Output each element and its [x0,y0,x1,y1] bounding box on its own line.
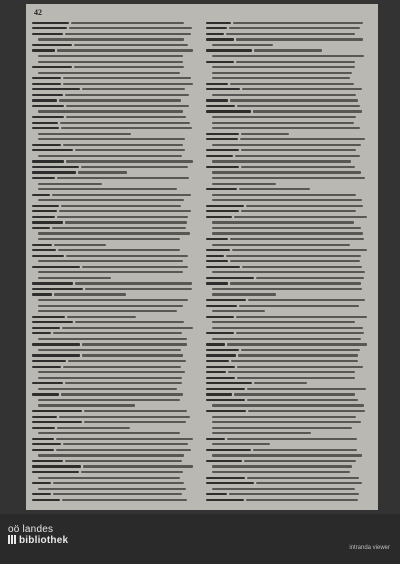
text-line-body [212,327,363,329]
text-line-head [206,499,244,501]
text-line-body [241,166,355,168]
text-line-body [38,72,180,74]
text-line-head [32,177,55,179]
text-line-head [32,465,81,467]
text-line-head [206,210,239,212]
text-line-body [38,371,185,373]
text-line-body [63,83,193,85]
text-line-body [38,138,185,140]
text-line-body [81,166,188,168]
text-line-body [66,105,189,107]
text-line-body [212,221,354,223]
text-line-body [38,299,188,301]
text-line-head [206,188,237,190]
text-line-body [230,260,360,262]
scanned-page [26,4,378,510]
text-line-body [247,388,366,390]
text-line-body [81,471,183,473]
text-line-head [32,33,63,35]
text-line-body [67,316,136,318]
text-line-head [206,49,252,51]
text-line-body [212,416,356,418]
text-line-body [38,238,180,240]
text-line-head [206,299,246,301]
text-line-body [85,288,192,290]
text-line-body [38,338,187,340]
text-line-body [238,354,358,356]
text-line-head [32,194,50,196]
text-line-body [61,205,181,207]
text-line-body [212,471,350,473]
text-line-body [247,399,358,401]
text-line-body [83,465,193,467]
text-line-body [239,305,359,307]
text-line-body [212,122,354,124]
text-line-head [32,354,80,356]
text-line-head [206,349,239,351]
text-line-head [206,388,245,390]
text-line-head [206,133,239,135]
text-line-head [32,171,76,173]
text-line-body [212,44,273,46]
text-line-head [206,238,228,240]
text-line-body [227,343,367,345]
page-number: 42 [34,8,42,17]
text-line-body [212,465,352,467]
text-line-body [212,338,361,340]
text-line-head [206,88,240,90]
text-line-body [212,160,351,162]
text-line-head [32,149,73,151]
text-line-head [32,316,65,318]
text-line-head [206,166,239,168]
text-line-body [60,122,190,124]
text-line-body [254,49,322,51]
text-line-body [234,393,355,395]
text-line-body [256,482,362,484]
text-line-body [63,77,191,79]
text-line-body [212,227,361,229]
text-line-head [206,105,235,107]
text-line-body [56,449,191,451]
text-line-head [206,282,228,284]
text-line-body [212,454,362,456]
text-line-head [206,266,240,268]
text-line-head [32,382,63,384]
text-line-body [212,443,270,445]
text-line-body [59,99,181,101]
text-line-body [230,282,361,284]
text-line-body [84,410,187,412]
text-line-body [256,277,364,279]
logo-line-1: oö landes [8,524,54,535]
text-line-head [32,22,69,24]
text-line-body [228,371,355,373]
text-line-head [32,343,80,345]
text-line-body [38,404,135,406]
text-line-body [82,88,185,90]
text-line-head [32,255,64,257]
text-line-body [230,238,364,240]
text-line-body [246,499,358,501]
text-line-head [32,116,64,118]
logo-line-2 [8,535,78,546]
text-line-body [253,449,357,451]
text-line-body [57,49,193,51]
text-line-body [212,199,362,201]
text-line-body [237,377,355,379]
text-line-body [66,116,186,118]
text-line-body [38,188,177,190]
text-line-head [32,449,54,451]
text-line-body [236,316,367,318]
text-line-body [212,321,355,323]
text-line-body [38,432,180,434]
text-line-body [53,332,182,334]
text-line-body [38,199,184,201]
logo-bars-icon [8,535,16,544]
text-line-body [212,244,350,246]
text-line-head [206,83,228,85]
text-line-body [241,210,356,212]
logo-line-2-text: bibliothek [19,535,69,546]
text-line-head [206,260,228,262]
text-line-head [206,138,238,140]
text-line-head [206,377,235,379]
text-line-body [38,377,182,379]
text-line-body [53,482,184,484]
text-line-head [206,477,245,479]
text-line-head [32,321,73,323]
text-line-body [65,382,182,384]
text-line-head [32,327,60,329]
text-line-body [65,94,189,96]
text-line-head [32,421,82,423]
text-line-head [206,255,224,257]
text-line-head [32,44,72,46]
text-line-body [62,327,193,329]
text-line-body [246,205,363,207]
text-line-body [38,399,180,401]
text-line-head [32,227,50,229]
text-line-body [212,232,363,234]
text-line-body [236,38,363,40]
text-line-head [206,482,254,484]
text-line-head [32,360,66,362]
text-line-head [32,499,60,501]
text-line-body [212,72,352,74]
text-line-body [248,410,365,412]
text-line-head [32,438,54,440]
text-line-head [32,332,51,334]
text-line-body [75,149,185,151]
text-line-body [65,221,187,223]
text-line-body [253,110,362,112]
text-line-body [71,22,184,24]
text-line-head [32,482,51,484]
text-line-body [212,421,361,423]
text-line-body [78,171,127,173]
text-line-head [32,210,57,212]
text-line-head [206,460,242,462]
text-line-body [212,77,350,79]
text-line-head [32,460,63,462]
text-line-head [32,393,59,395]
text-line-body [242,266,362,268]
text-line-head [206,410,246,412]
text-line-body [212,144,361,146]
text-line-body [38,488,186,490]
text-line-head [206,99,228,101]
text-line-body [212,171,361,173]
text-line-body [74,66,184,68]
text-line-body [63,144,183,146]
text-line-body [233,22,363,24]
text-line-body [226,255,361,257]
text-line-body [38,305,183,307]
text-line-body [74,44,188,46]
text-line-head [32,205,59,207]
text-line-head [32,166,79,168]
text-line-body [229,493,359,495]
text-line-body [212,432,311,434]
text-line-body [254,382,307,384]
text-line-body [75,321,184,323]
text-line-body [62,499,187,501]
text-line-body [229,27,360,29]
text-line-body [212,404,364,406]
text-line-head [206,33,224,35]
text-line [32,497,200,503]
text-line-body [59,210,191,212]
text-line-body [230,83,354,85]
text-line-head [206,393,232,395]
text-line-head [32,471,79,473]
text-line-body [240,138,365,140]
text-line-body [212,183,276,185]
text-line-head [32,282,73,284]
text-line-head [32,427,55,429]
text-line-body [237,105,360,107]
text-line-body [234,216,367,218]
library-logo[interactable] [8,524,78,560]
text-line-head [206,449,251,451]
text-line-body [38,38,184,40]
text-line-body [58,249,180,251]
text-line-head [206,438,225,440]
text-line-body [69,27,192,29]
text-line-body [230,99,358,101]
text-line-body [242,88,362,90]
text-line-head [206,149,239,151]
text-line-body [38,271,183,273]
text-line-head [206,61,234,63]
text-line-head [32,144,61,146]
text-line-body [231,360,358,362]
text-line-head [32,416,57,418]
text-line-body [57,216,188,218]
text-line-body [66,160,193,162]
text-line-head [32,293,52,295]
text-line-body [38,310,177,312]
text-line-head [206,399,245,401]
text-line-body [227,438,357,440]
text-line-head [32,443,61,445]
text-line-head [206,493,227,495]
text-line-head [206,332,234,334]
text-line-body [212,293,276,295]
text-line-head [32,216,55,218]
text-line-body [61,393,183,395]
text-line-head [32,221,63,223]
text-line-body [212,288,362,290]
text-line-body [84,421,186,423]
text-line-body [38,454,184,456]
text-line-body [59,416,190,418]
text-line-body [212,177,365,179]
text-column-left [32,20,200,508]
text-line-head [32,122,58,124]
text-line-body [235,155,360,157]
text-line-head [206,366,235,368]
text-line-head [32,366,61,368]
text-line-body [53,493,182,495]
text-line [206,497,374,503]
text-line-body [63,443,188,445]
text-line-body [38,277,111,279]
text-line-body [38,110,183,112]
text-line-head [206,155,233,157]
text-line-head [206,360,229,362]
text-line-body [212,271,365,273]
text-line-body [248,299,365,301]
text-line-head [32,105,64,107]
text-line-head [206,27,227,29]
text-line-body [38,155,182,157]
text-line-body [247,477,359,479]
text-line-body [212,194,356,196]
text-line-head [32,94,63,96]
text-line-head [206,316,234,318]
text-line-body [212,127,360,129]
text-line-body [66,255,188,257]
text-line-head [32,288,83,290]
text-line-head [32,127,59,129]
text-line-body [226,33,355,35]
text-line-body [75,282,192,284]
text-line-body [212,427,352,429]
text-line-body [65,33,191,35]
text-line-head [206,343,225,345]
text-line-body [61,127,192,129]
text-line-body [68,360,186,362]
text-line-body [54,244,106,246]
text-line-head [206,305,237,307]
text-line-head [32,66,72,68]
text-line-body [52,194,191,196]
text-line-head [32,266,80,268]
text-line-body [38,55,183,57]
text-line-body [63,366,181,368]
text-line-body [232,249,367,251]
text-line-head [32,83,61,85]
text-line-head [206,249,230,251]
text-line-body [52,227,186,229]
text-line-head [206,22,231,24]
text-line-head [206,38,234,40]
text-line-body [38,183,102,185]
text-line-body [38,349,181,351]
text-line-body [38,260,183,262]
text-line-head [32,493,51,495]
text-line-body [57,427,130,429]
text-line-head [206,371,226,373]
text-line-head [32,77,61,79]
text-line-body [241,149,356,151]
text-column-right [206,20,374,508]
text-line-body [38,133,131,135]
text-line-head [206,110,251,112]
text-line-head [32,88,80,90]
text-line-body [65,460,182,462]
text-line-head [206,354,236,356]
text-line-body [239,188,310,190]
text-line-body [38,477,180,479]
text-line-body [82,343,187,345]
text-line-head [206,205,244,207]
text-line-body [244,460,356,462]
text-line-body [237,366,363,368]
text-line-body [82,354,183,356]
text-line-body [212,66,355,68]
text-line-head [206,277,254,279]
text-line-head [32,249,56,251]
text-line-head [32,99,57,101]
text-line-body [212,488,355,490]
text-line-head [32,410,82,412]
text-line-head [32,160,64,162]
text-line-body [212,310,265,312]
text-line-body [38,388,177,390]
viewer-brand[interactable]: intranda viewer [349,545,390,551]
text-line-head [206,382,252,384]
text-line-body [212,116,356,118]
text-line-head [32,244,52,246]
text-line-head [32,27,67,29]
text-line-body [54,293,126,295]
text-line-body [38,61,183,63]
text-line-body [241,133,289,135]
text-line-body [82,266,188,268]
text-line-head [206,216,232,218]
text-line-body [236,61,355,63]
text-line-body [241,349,360,351]
text-line-body [56,438,193,440]
text-line-body [212,94,356,96]
text-line-body [236,332,364,334]
text-line-body [38,232,190,234]
text-line-body [57,177,189,179]
text-line-head [32,49,55,51]
text-line-body [212,55,364,57]
